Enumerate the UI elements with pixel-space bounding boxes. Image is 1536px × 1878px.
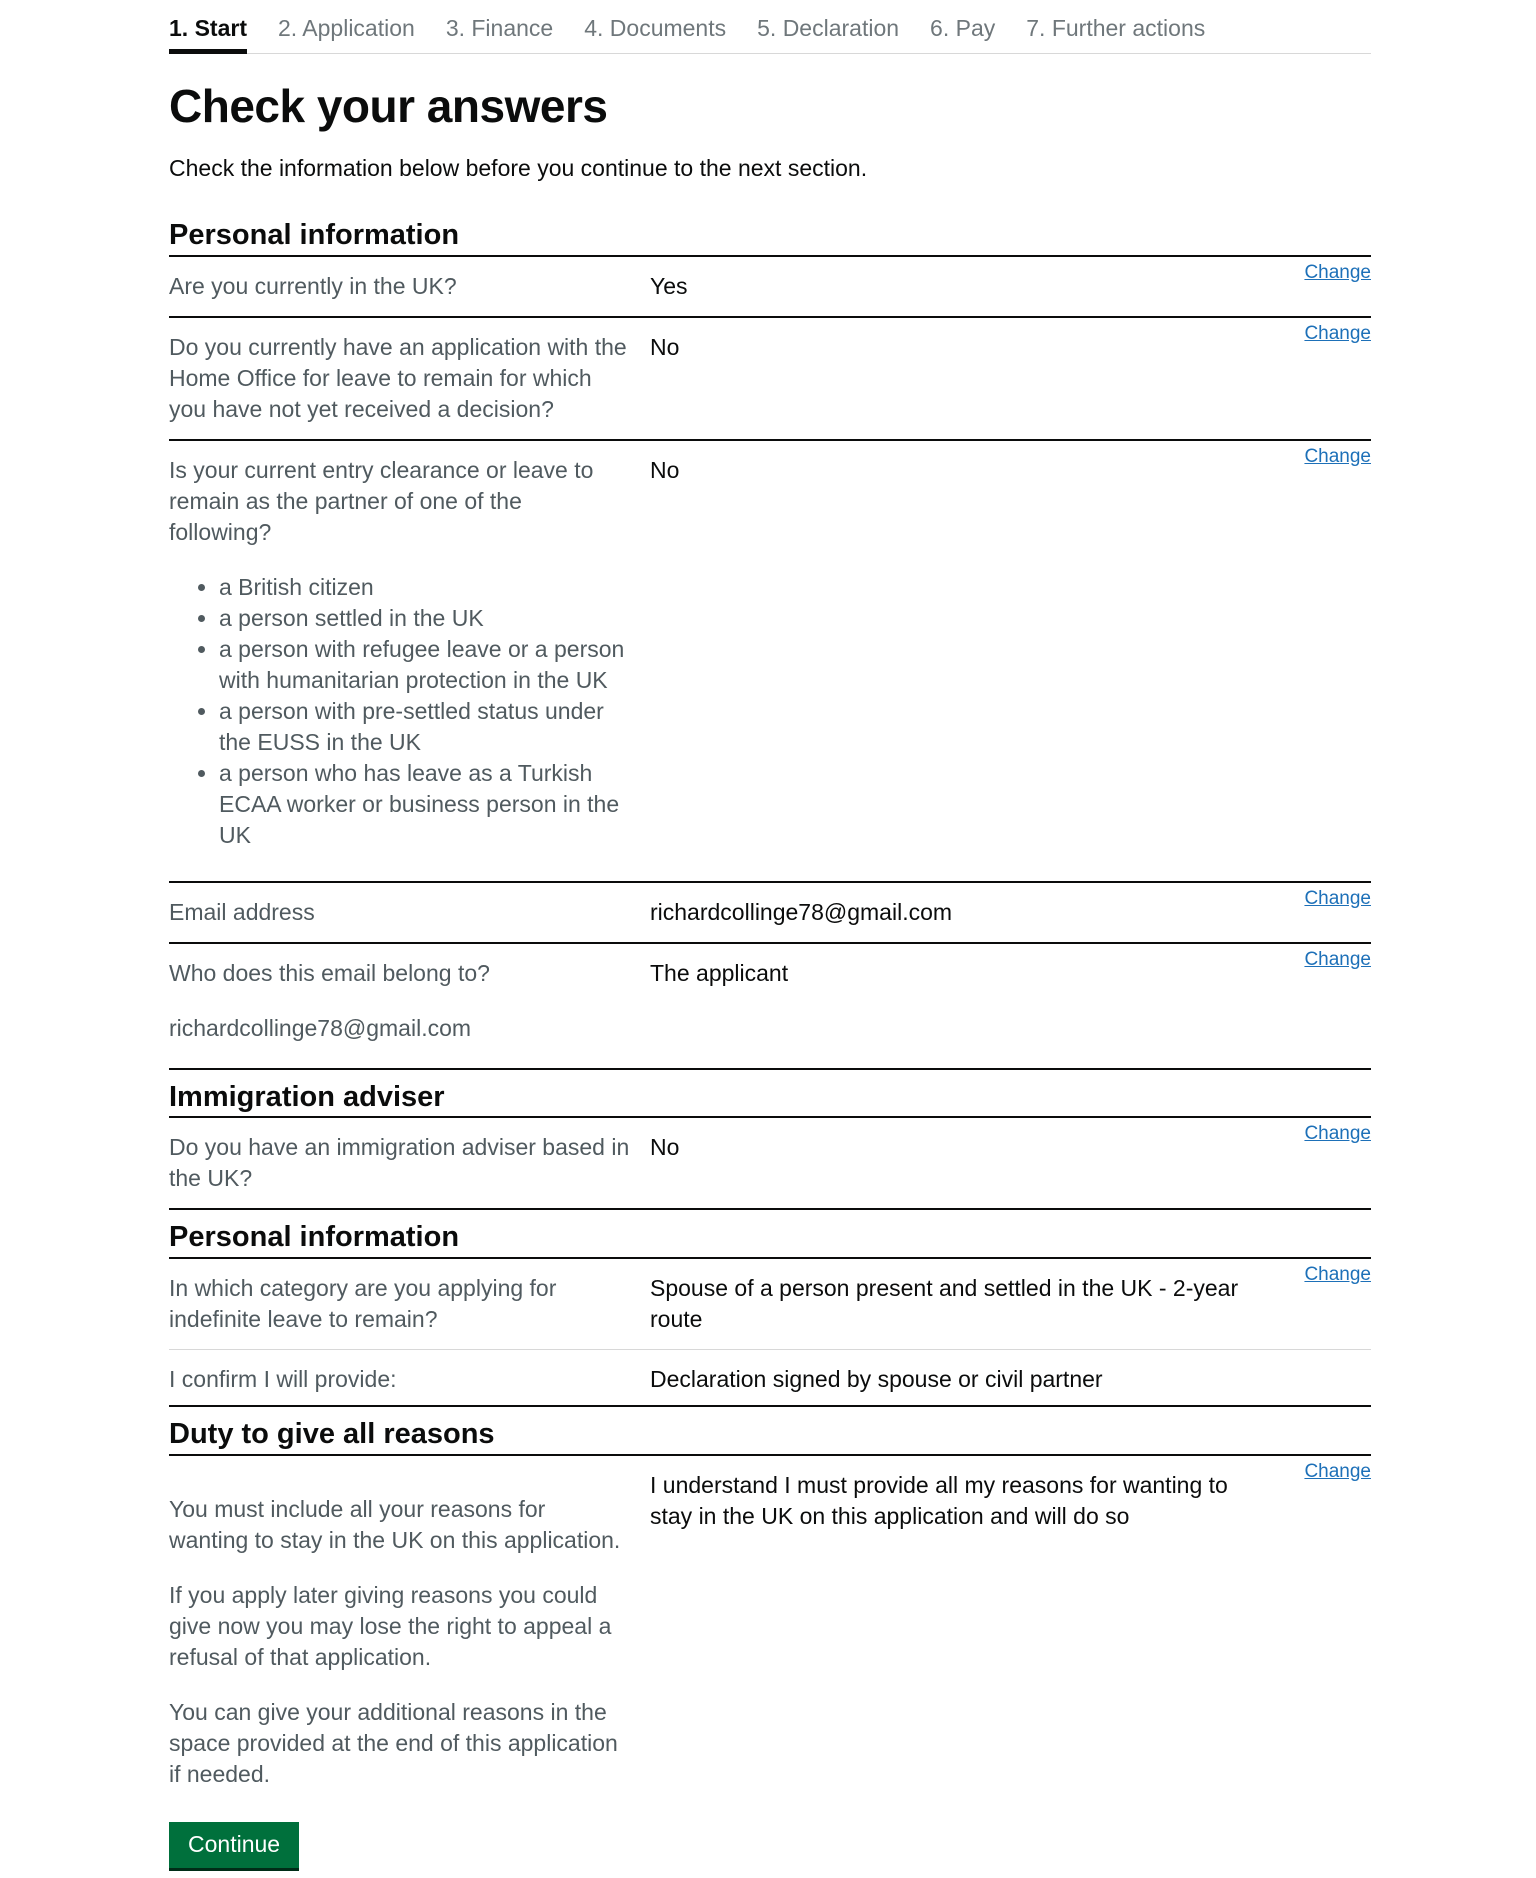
row-value: richardcollinge78@gmail.com [650,898,953,925]
duty-paragraph: If you apply later giving reasons you could give now you may lose the right to appeal a refusal of that application. [169,1582,612,1671]
section-heading-adviser [169,1070,1371,1119]
row-key: Email address [169,898,315,925]
change-link[interactable]: Change [1304,887,1371,909]
summary-row-in-uk [169,257,1371,318]
summary-row-email-owner [169,944,1371,1070]
row-key [169,1470,650,1790]
duty-paragraph: You must include all your reasons for wanting to stay in the UK on this application. [169,1496,621,1554]
change-link[interactable]: Change [1304,1461,1371,1483]
list-item: • a British citizen [219,572,630,603]
section-title: Duty to give all reasons [169,1418,495,1451]
summary-row-confirm-provide [169,1350,1371,1405]
summary-row-duty [169,1456,1371,1804]
change-link[interactable]: Change [1304,322,1371,344]
step-application[interactable]: 2. Application [277,15,415,41]
step-further-actions[interactable]: 7. Further actions [1026,15,1206,41]
row-value: No [650,1134,680,1161]
summary-row-adviser [169,1118,1371,1208]
page-lead: Check the information below before you continue to the next section. [169,154,868,181]
page [169,0,1371,1857]
change-link[interactable]: Change [1304,1123,1371,1145]
duty-paragraph: You can give your additional reasons in the space provided at the end of this application if needed. [169,1699,618,1788]
list-item: • a person settled in the UK [219,603,630,634]
summary-row-partner-status [169,441,1371,883]
step-pay[interactable]: 6. Pay [930,15,996,41]
section-heading-category [169,1208,1371,1259]
step-declaration[interactable]: 5. Declaration [757,15,900,41]
list-item: • a person with pre-settled status under the EUSS in the UK [219,696,630,758]
row-key [169,455,650,851]
row-email-note: richardcollinge78@gmail.com [169,1014,472,1041]
summary-row-category [169,1259,1371,1350]
step-start[interactable]: 1. Start [169,0,247,53]
change-link[interactable]: Change [1304,948,1371,970]
row-key: In which category are you applying for indefinite leave to remain? [169,1275,557,1333]
section-title: Immigration adviser [169,1080,445,1113]
section-heading-duty [169,1405,1371,1456]
row-key: I confirm I will provide: [169,1366,397,1393]
row-key: Are you currently in the UK? [169,272,457,299]
progress-steps [169,0,1371,54]
row-key [169,958,650,1044]
row-key: Do you have an immigration adviser based in the UK? [169,1134,630,1192]
section-heading-personal [169,208,1371,257]
page-title: Check your answers [169,80,608,132]
row-question: Who does this email belong to? [169,959,490,986]
continue-button[interactable]: Continue [169,1822,299,1868]
section-title: Personal information [169,1221,460,1254]
step-documents[interactable]: 4. Documents [584,15,727,41]
summary-row-pending-application [169,318,1371,441]
list-item: • a person with refugee leave or a person with humanitarian protection in the UK [219,634,630,696]
row-value: Yes [650,272,688,299]
list-item: • a person who has leave as a Turkish ECAA worker or business person in the UK [219,758,630,851]
change-link[interactable]: Change [1304,261,1371,283]
row-value: I understand I must provide all my reasons for wanting to stay in the UK on this application and will do so [650,1472,1228,1530]
row-value: Declaration signed by spouse or civil partner [650,1366,1103,1393]
summary-row-email [169,883,1371,944]
row-value: Spouse of a person present and settled in the UK - 2-year route [650,1275,1239,1333]
row-value: No [650,456,680,483]
section-title: Personal information [169,218,460,251]
change-link[interactable]: Change [1304,1264,1371,1286]
row-question: Is your current entry clearance or leave to remain as the partner of one of the following? [169,456,594,545]
row-value: No [650,333,680,360]
partner-options-list [169,572,630,851]
row-key: Do you currently have an application with the Home Office for leave to remain for which you have not yet received a decision? [169,333,627,422]
row-value: The applicant [650,959,789,986]
step-finance[interactable]: 3. Finance [445,15,554,41]
change-link[interactable]: Change [1304,445,1371,467]
